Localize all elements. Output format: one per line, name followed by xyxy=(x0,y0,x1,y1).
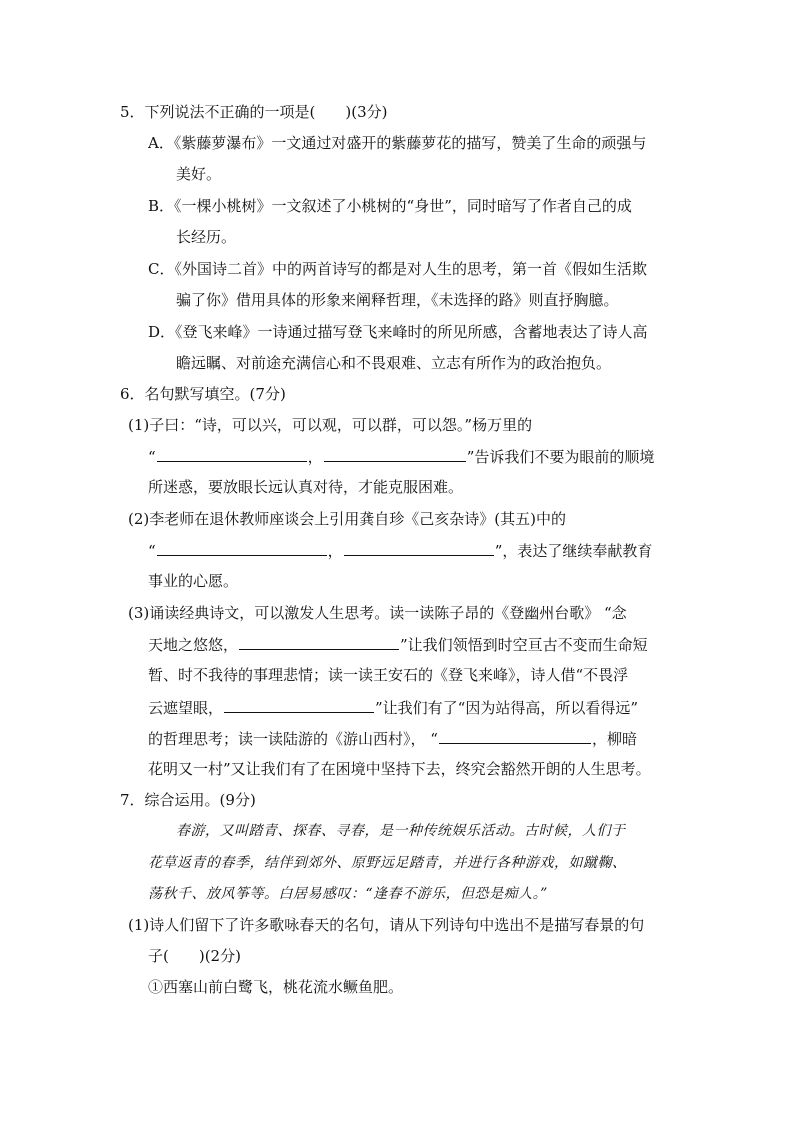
q7-sub1-line2: 子( )(2分) xyxy=(148,947,241,965)
q5-option-c-line2: 骗了你》借用具体的形象来阐释哲理，《未选择的路》则直抒胸臆。 xyxy=(176,291,619,309)
q6-part3-line4 xyxy=(148,696,638,718)
q6-part2-blank-2[interactable] xyxy=(344,539,494,556)
q5-option-b-line1: B．《一棵小桃树》一文叙述了小桃树的“身世”，同时暗写了作者自己的成 xyxy=(148,197,632,215)
q5-option-b-line2: 长经历。 xyxy=(176,228,237,246)
comma: ， xyxy=(307,448,323,466)
q5-option-d-line2: 瞻远瞩、对前途充满信心和不畏艰难、立志有所作为的政治抱负。 xyxy=(176,354,612,372)
q6-part2-tail: ”，表达了继续奉献教育 xyxy=(494,542,653,560)
q5-option-a-line1: A．《紫藤萝瀑布》一文通过对盛开的紫藤萝花的描写，赞美了生命的顽强与 xyxy=(148,134,647,152)
comma: ， xyxy=(327,542,343,560)
q5-stem: 5．下列说法不正确的一项是( )(3分) xyxy=(120,103,388,121)
q6-part3-blank-3[interactable] xyxy=(439,727,591,744)
q6-part3-line5-head: 的哲理思考；读一读陆游的《游山西村》， “ xyxy=(148,730,438,748)
q6-part1-blank-1[interactable] xyxy=(157,445,307,462)
q6-part2-line1: (2)李老师在退休教师座谈会上引用龚自珍《己亥杂诗》(其五)中的 xyxy=(128,510,566,528)
q6-part3-line2-head: 天地之悠悠， xyxy=(148,636,239,654)
q6-part1-line1: (1)子曰：“诗，可以兴，可以观，可以群，可以怨。”杨万里的 xyxy=(128,416,533,434)
q6-part1-tail: ”告诉我们不要为眼前的顺境 xyxy=(466,448,655,466)
q6-part3-blank-1[interactable] xyxy=(239,633,399,650)
q6-part3-line4-tail: ”让我们有了“因为站得高，所以看得远” xyxy=(375,699,639,717)
q6-part1-blank-2[interactable] xyxy=(324,445,466,462)
q6-stem: 6．名句默写填空。(7分) xyxy=(120,385,286,403)
q7-stem: 7．综合运用。(9分) xyxy=(120,791,256,809)
q6-part3-line5 xyxy=(148,727,637,749)
open-quote: “ xyxy=(148,448,156,466)
q6-part2-line2 xyxy=(148,539,652,561)
q6-part3-line4-head: 云遮望眼， xyxy=(148,699,224,717)
q6-part3-line6: 花明又一村”又让我们有了在困境中坚持下去，终究会豁然开朗的人生思考。 xyxy=(148,760,651,778)
open-quote: “ xyxy=(148,542,156,560)
q5-option-a-line2: 美好。 xyxy=(176,165,222,183)
q7-sub1-line1: (1)诗人们留下了许多歌咏春天的名句，请从下列诗句中选出不是描写春景的句 xyxy=(128,916,645,934)
q6-part2-blank-1[interactable] xyxy=(157,539,327,556)
q5-option-d-line1: D．《登飞来峰》一诗通过描写登飞来峰时的所见所感，含蓄地表达了诗人高 xyxy=(148,323,648,341)
q6-part3-line5-tail: ，柳暗 xyxy=(591,730,637,748)
q6-part3-line1: (3)诵读经典诗文，可以激发人生思考。读一读陈子昂的《登幽州台歌》 “念 xyxy=(128,604,627,622)
q7-sub1-option-1: ①西塞山前白鹭飞，桃花流水鳜鱼肥。 xyxy=(148,978,404,996)
q6-part1-line2 xyxy=(148,445,654,467)
q6-part3-line2 xyxy=(148,633,648,655)
q5-option-c-line1: C．《外国诗二首》中的两首诗写的都是对人生的思考，第一首《假如生活欺 xyxy=(148,260,647,278)
q7-passage-line3: 荡秋千、放风筝等。白居易感叹：“逢春不游乐，但恐是痴人。” xyxy=(148,886,548,902)
q6-part3-blank-2[interactable] xyxy=(224,696,374,713)
q7-passage-line2: 花草返青的春季，结伴到郊外、原野远足踏青，并进行各种游戏，如蹴鞠、 xyxy=(148,855,627,871)
q6-part1-line3: 所迷惑，要放眼长远认真对待，才能克服困难。 xyxy=(148,478,464,496)
q6-part3-line2-tail: ”让我们领悟到时空亘古不变而生命短 xyxy=(400,636,648,654)
q7-passage-line1: 春游，又叫踏青、探春、寻春，是一种传统娱乐活动。古时候，人们于 xyxy=(176,823,626,839)
q6-part3-line3: 暂、时不我待的事理悲情；读一读王安石的《登飞来峰》，诗人借“不畏浮 xyxy=(148,666,629,684)
q6-part2-line3: 事业的心愿。 xyxy=(148,572,239,590)
